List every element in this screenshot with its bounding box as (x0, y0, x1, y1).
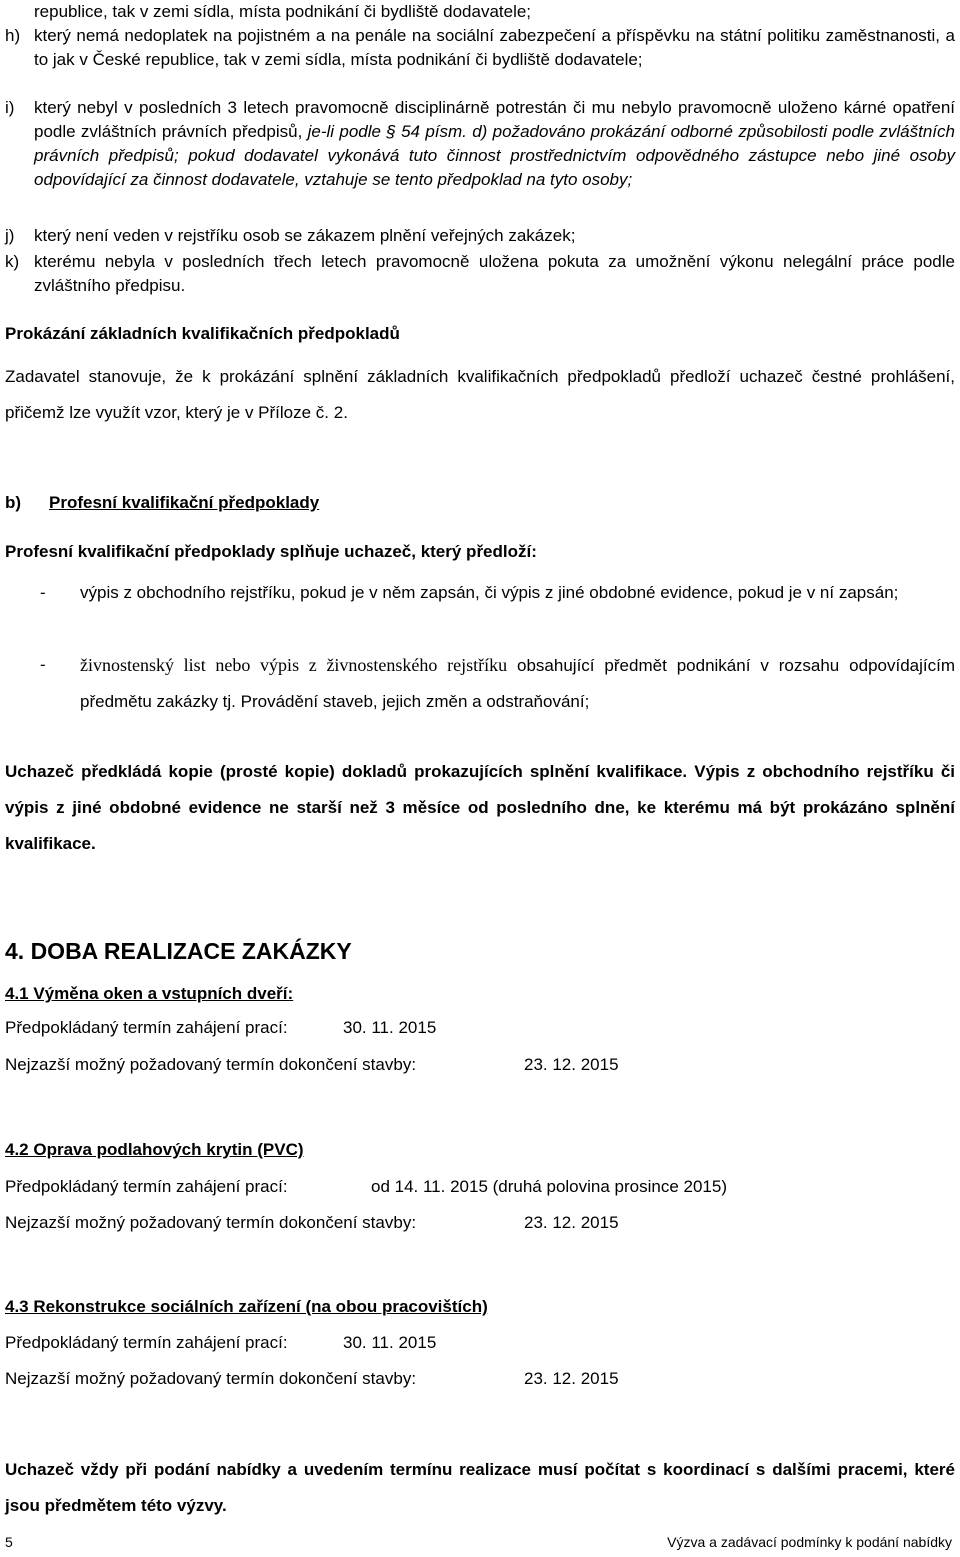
subsection-4-2-start (5, 1175, 955, 1199)
start-label: Předpokládaný termín zahájení prací: (5, 1177, 288, 1196)
bullet-text-rest: obsahující předmět podnikání v rozsahu odpovídajícím předmětu zakázky tj. Provádění staveb, jejich změn a odstraňování; (80, 656, 955, 711)
item-text-italic: je-li podle § 54 písm. d) požadováno prokázání odborné způsobilosti podle zvláštních právních předpisů; pokud dodavatel vykonává tuto činnost prostřednictvím odpovědného zástupce nebo jiné osoby odpovídající za činnost dodavatele, vztahuje se tento předpoklad na tyto osoby; (34, 122, 955, 189)
item-label: j) (5, 226, 15, 245)
bullet-text (80, 647, 955, 720)
list-item-h (5, 24, 955, 96)
list-item-j (5, 224, 955, 248)
bullet-item (0, 575, 960, 647)
list-item-k (5, 250, 955, 298)
basic-qualification-heading: Prokázání základních kvalifikačních předpokladů (5, 324, 400, 343)
subsection-4-2-end (5, 1211, 955, 1235)
subsection-4-1-start (5, 1016, 955, 1040)
copies-paragraph: Uchazeč předkládá kopie (prosté kopie) dokladů prokazujících splnění kvalifikace. Výpis z obchodního rejstříku či výpis z jiné obdobné evidence ne starší než 3 měsíce od posledního dne, ke kterému má být prokázáno splnění kvalifikace. (5, 762, 955, 853)
item-label: i) (5, 98, 15, 117)
section-4-title: 4. DOBA REALIZACE ZAKÁZKY (5, 938, 352, 964)
page-number: 5 (5, 1534, 13, 1550)
basic-qualification-text: Zadavatel stanovuje, že k prokázání splnění základních kvalifikačních předpokladů předloží uchazeč čestné prohlášení, přičemž lze využít vzor, který je v Příloze č. 2. (5, 367, 955, 422)
end-label: Nejzazší možný požadovaný termín dokončení stavby: (5, 1055, 417, 1074)
item-text (34, 96, 955, 192)
item-label: h) (5, 26, 21, 45)
start-value: 30. 11. 2015 (343, 1333, 437, 1352)
end-label: Nejzazší možný požadovaný termín dokončení stavby: (5, 1369, 417, 1388)
start-label: Předpokládaný termín zahájení prací: (5, 1333, 288, 1352)
item-text-normal: který nebyl v posledních 3 letech pravomocně disciplinárně potrestán či mu nebylo pravomocně uloženo kárné opatření podle zvláštních právních předpisů, (34, 98, 955, 141)
end-value: 23. 12. 2015 (524, 1213, 619, 1232)
end-label: Nejzazší možný požadovaný termín dokončení stavby: (5, 1213, 417, 1232)
subsection-4-1-title: 4.1 Výměna oken a vstupních dveří: (5, 984, 294, 1003)
bullet-text-serif: živnostenský list nebo výpis z živnostenského rejstříku (80, 655, 508, 675)
subsection-4-2-title: 4.2 Oprava podlahových krytin (PVC) (5, 1140, 304, 1159)
start-value: od 14. 11. 2015 (druhá polovina prosince 2015) (371, 1177, 727, 1196)
professional-intro: Profesní kvalifikační předpoklady splňuje uchazeč, který předloží: (5, 542, 537, 561)
section-b-title: Profesní kvalifikační předpoklady (49, 493, 320, 512)
subsection-4-1-end (5, 1053, 955, 1077)
item-text: který není veden v rejstříku osob se zákazem plnění veřejných zakázek; (34, 226, 576, 245)
closing-paragraph: Uchazeč vždy při podání nabídky a uvedením termínu realizace musí počítat s koordinací s dalšími pracemi, které jsou předmětem této výzvy. (5, 1460, 955, 1515)
end-value: 23. 12. 2015 (524, 1055, 619, 1074)
item-text: kterému nebyla v posledních třech letech pravomocně uložena pokuta za umožnění výkonu nelegální práce podle zvláštního předpisu. (34, 252, 955, 295)
section-b-heading (5, 491, 960, 515)
subsection-4-3-start (5, 1331, 955, 1355)
section-b-label: b) (5, 493, 22, 512)
subsection-4-3-end (5, 1367, 955, 1391)
list-item-i (5, 96, 955, 220)
start-label: Předpokládaný termín zahájení prací: (5, 1018, 288, 1037)
item-label: k) (5, 252, 20, 271)
footer-doc-title: Výzva a zadávací podmínky k podání nabídky (667, 1534, 952, 1550)
bullet-dash: - (40, 583, 46, 602)
continuation-line: republice, tak v zemi sídla, místa podnikání či bydliště dodavatele; (34, 2, 532, 21)
end-value: 23. 12. 2015 (524, 1369, 619, 1388)
bullet-item (0, 647, 960, 719)
item-text: který nemá nedoplatek na pojistném a na penále na sociální zabezpečení a příspěvku na státní politiku zaměstnanosti, a to jak v České republice, tak v zemi sídla, místa podnikání či bydliště dodavatele; (34, 26, 955, 69)
bullet-text: výpis z obchodního rejstříku, pokud je v něm zapsán, či výpis z jiné obdobné evidence, pokud je v ní zapsán; (80, 583, 899, 602)
page-footer (5, 1533, 952, 1551)
bullet-dash: - (40, 655, 46, 674)
start-value: 30. 11. 2015 (343, 1018, 437, 1037)
subsection-4-3-title: 4.3 Rekonstrukce sociálních zařízení (na obou pracovištích) (5, 1297, 488, 1316)
